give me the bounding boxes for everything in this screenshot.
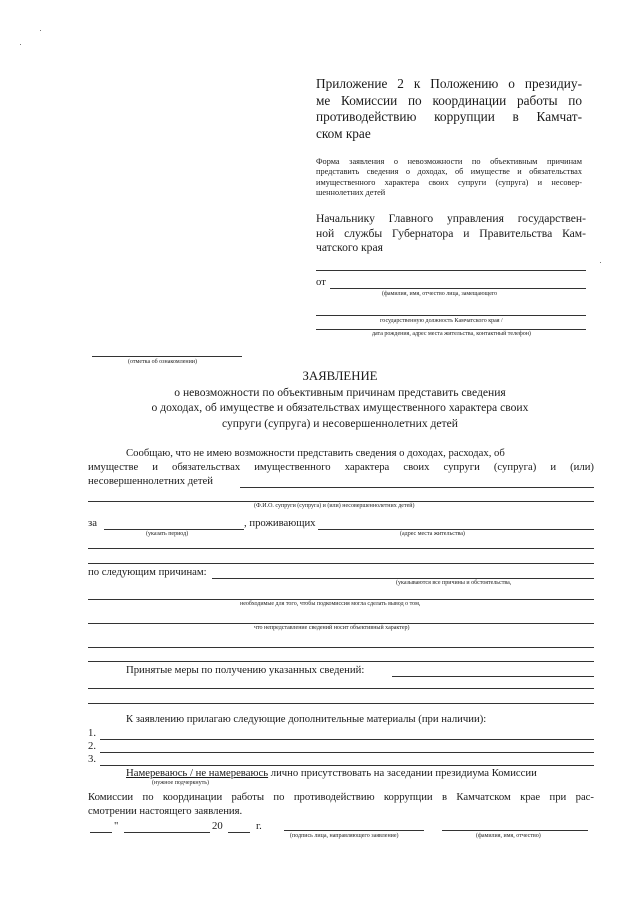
attend-text: лично присутствовать на заседании президиума Комиссии [268, 767, 537, 779]
date-month-line[interactable] [124, 832, 210, 833]
reasons-label: по следующим причинам: [88, 566, 207, 578]
statement-title: ЗАЯВЛЕНИЕ [302, 369, 378, 383]
reasons-line[interactable] [212, 578, 594, 579]
p1-line1: Сообщаю, что не имею возможности представить сведения о доходах, расходах, об [126, 447, 505, 459]
hint-period: (указать период) [146, 531, 189, 537]
hint-reasons-3: что непредставление сведений носит объективный характер) [254, 625, 410, 631]
appendix-line: противодействию коррупции в Камчат- [316, 109, 582, 124]
hint-signature: (подпись лица, направляющего заявление) [290, 833, 399, 839]
addressee-block [316, 212, 586, 256]
final-line-2: смотрении настоящего заявления. [88, 805, 243, 817]
measures-line-2[interactable] [88, 688, 594, 689]
fullname-line[interactable] [442, 830, 588, 831]
final-line-1: Комиссии по координации работы по противодействию коррупции в Камчатском крае при рас- [88, 791, 594, 803]
scan-speck [600, 262, 601, 263]
reasons-line-5[interactable] [88, 661, 594, 662]
registration-mark-line[interactable] [92, 356, 242, 357]
attach-line-1[interactable] [100, 739, 594, 740]
signature-line[interactable] [284, 830, 424, 831]
hint-underline: (нужное подчеркнуть) [152, 780, 209, 786]
hint-address: (адрес места жительства) [400, 531, 465, 537]
addressee-line: ной службы Губернатора и Правительства Кам- [316, 226, 586, 240]
period-line[interactable] [104, 529, 244, 530]
addressee-line: чатского края [316, 241, 383, 255]
address-line-2[interactable] [88, 548, 594, 549]
date-year-line[interactable] [228, 832, 250, 833]
form-title-line: Форма заявления о невозможности по объективным причинам [316, 157, 582, 166]
hint-reasons-1: (указываются все причины и обстоятельства, [396, 580, 512, 586]
appendix-line: ме Комиссии по координации работы по [316, 92, 582, 108]
date-day-line[interactable] [90, 832, 112, 833]
scan-speck [20, 44, 21, 45]
reasons-line-3[interactable] [88, 623, 594, 624]
reasons-line-2[interactable] [88, 599, 594, 600]
addressee-blank-line[interactable] [316, 270, 586, 271]
form-title-line: имущественного характера своих супруги (супруга) и несовер- [316, 177, 582, 187]
hint-reasons-2: необходимые для того, чтобы подкомиссия могла сделать вывод о том, [240, 601, 421, 607]
address-line[interactable] [318, 529, 594, 530]
residing-label: , проживающих [244, 517, 316, 529]
reasons-line-4[interactable] [88, 647, 594, 648]
position-line[interactable] [316, 315, 586, 316]
attach-number-1: 1. [88, 727, 97, 739]
hint-fullname: (фамилия, имя, отчество) [476, 833, 541, 839]
form-title-line: шеннолетних детей [316, 187, 386, 197]
attach-line-2[interactable] [100, 752, 594, 753]
attach-number-3: 3. [88, 753, 97, 765]
attachments-label: К заявлению прилагаю следующие дополнительные материалы (при наличии): [126, 713, 487, 725]
appendix-line: Приложение 2 к Положению о президиу- [316, 76, 582, 91]
date-quote-open: " [114, 820, 119, 832]
hint-position: государственную должность Камчатского края / [380, 318, 503, 324]
subtitle-line: о невозможности по объективным причинам представить сведения [174, 386, 506, 399]
form-title-line: представить сведения о доходах, об имуществе и обязательствах [316, 167, 582, 177]
statement-subtitle [0, 385, 640, 431]
hint-name: (фамилия, имя, отчество лица, замещающего [382, 291, 498, 297]
measures-line-3[interactable] [88, 703, 594, 704]
measures-label: Принятые меры по получению указанных сведений: [126, 664, 365, 676]
za-label: за [88, 517, 97, 529]
address-line-3[interactable] [88, 563, 594, 564]
children-line-2[interactable] [88, 501, 594, 502]
addressee-line: Начальнику Главного управления государствен- [316, 212, 586, 225]
measures-line[interactable] [392, 676, 594, 677]
attach-number-2: 2. [88, 740, 97, 752]
scan-speck [40, 30, 41, 31]
birth-address-line[interactable] [316, 329, 586, 330]
p1-line2: имуществе и обязательствах имущественного характера своих супруги (супруга) и (или) [88, 461, 594, 473]
subtitle-line: о доходах, об имуществе и обязательствах имущественного характера своих [151, 401, 529, 415]
attendance-line [126, 767, 537, 781]
p1-line3: несовершеннолетних детей [88, 475, 214, 487]
attach-line-3[interactable] [100, 765, 594, 766]
appendix-line: ском крае [316, 125, 371, 141]
appendix-header [316, 76, 582, 142]
hint-birth: дата рождения, адрес места жительства, контактный телефон) [372, 331, 531, 337]
form-title [316, 157, 582, 198]
date-year-suffix: г. [256, 820, 262, 832]
attend-option[interactable]: Намереваюсь / не намереваюсь [126, 767, 269, 779]
subtitle-line: супруги (супруга) и несовершеннолетних детей [222, 416, 458, 430]
from-name-line[interactable] [330, 288, 586, 289]
date-year-prefix: 20 [212, 820, 223, 832]
from-label: от [316, 276, 326, 288]
registration-mark-hint: (отметка об ознакомлении) [128, 359, 197, 365]
children-line[interactable] [240, 487, 594, 488]
hint-fio: (Ф.И.О. супруги (супруга) и (или) несовершеннолетних детей) [254, 503, 415, 509]
